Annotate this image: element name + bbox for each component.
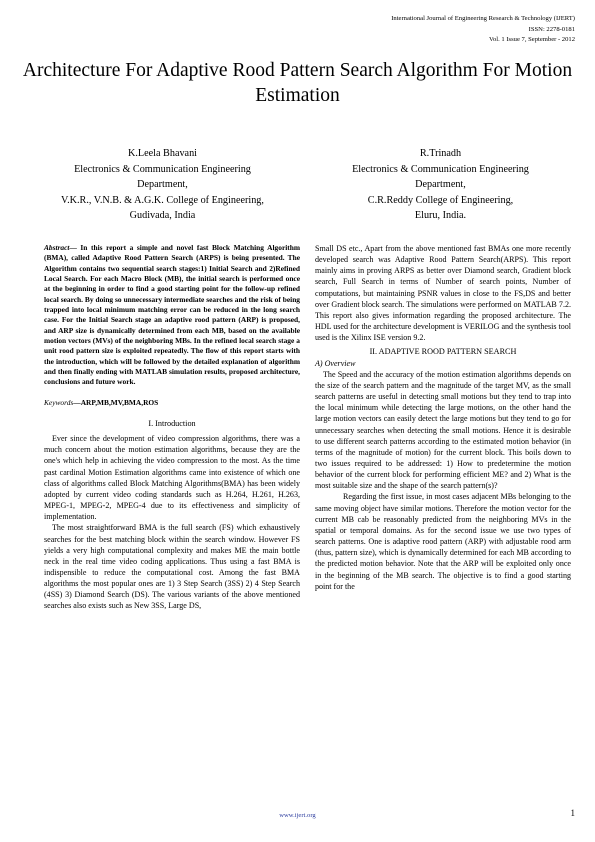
author-block-1 <box>30 146 295 224</box>
author-college: V.K.R., V.N.B. & A.G.K. College of Engineering, <box>61 194 264 206</box>
journal-header <box>391 14 575 46</box>
page-number: 1 <box>570 808 575 818</box>
journal-name: International Journal of Engineering Research & Technology (IJERT) <box>391 15 575 22</box>
intro-paragraph-2: The most straightforward BMA is the full search (FS) which exhaustively searches for the best matching block within the search window. However FS yields a very high computational complexity and makes ME the main bottle neck in the real time video coding applications. Thus using a fast BMA is indispensible to reduce the computational cost. Among the fast BMA algorithms the most popular ones are 1) 3 Step Search (3SS) 2) 4 Step Search (4SS) 3) Diamond Search (DS). The various variants of the above mentioned searches also exists such as New 3SS, Large DS, <box>44 523 300 611</box>
section-heading-introduction: I. Introduction <box>148 418 196 428</box>
author-city: Eluru, India. <box>414 210 467 221</box>
keywords-label: Keywords <box>44 397 74 407</box>
author-name: R.Trinadh <box>419 148 462 159</box>
footer-url: www.ijert.org <box>279 812 316 819</box>
section-heading-arps: II. ADAPTIVE ROOD PATTERN SEARCH <box>369 347 517 357</box>
subsection-heading-overview: A) Overview <box>315 358 356 368</box>
author-dept-2: Department, <box>137 179 188 190</box>
author-college: C.R.Reddy College of Engineering, <box>367 194 514 206</box>
intro-continuation: Small DS etc., Apart from the above mentioned fast BMAs one more recently developed search was Adaptive Rood Pattern Search(ARPS). This report mainly aims in proving ARPS as better over Diamond search, Gradient block search, Full Search in terms of Number of search points, Number of computations, but maintaining PSNR values in close to the FS,DS and better over Gradient block search. The simulations were performed on MATLAB 7.2. This report also gives information regarding the proposed architecture. The HDL used for the architecture development is VERILOG and the synthesis tool used is the Xilinx ISE version 9.2. <box>315 244 571 343</box>
volume-issue: Vol. 1 Issue 7, September - 2012 <box>489 36 575 43</box>
overview-paragraph-2: Regarding the first issue, in most cases adjacent MBs belonging to the same moving object have similar motions. Therefore the motion vector for the current MB cab be reasonably predicted from the neighboring MVs in the spatial or temporal domains. As for the second issue we use two types of search patterns. One is adaptive rood pattern (ARP) with adjustable rood arm (thus, pattern size), which is dynamically determined for each MB according to the predicted motion behavior. Note that the ARP will be exploited only once in the beginning of the MB search. The objective is to find a good starting point for the <box>315 492 571 591</box>
intro-paragraph-1: Ever since the development of video compression algorithms, there was a much concern about the motion estimation algorithms, because they are the one's which help in achieving the video compression to the most. As the time past cardinal Motion Estimation algorithms came into existence of which one class of algorithms called Block Matching Algorithms(BMA) has been widely adopted by current video coding standards such as H.264, H.261, H.263, MPEG-1, MPEG-2, MPEG-4 due to its effectiveness and simplicity of implementation. <box>44 434 300 522</box>
author-block-2 <box>308 146 573 224</box>
author-dept-2: Department, <box>415 179 466 190</box>
author-name: K.Leela Bhavani <box>127 148 198 159</box>
abstract-text: In this report a simple and novel fast Block Matching Algorithm (BMA), called Adaptive Rood Pattern Search (ARPS) is being presented. The Algorithm contains two sequential search stages:1) Initial Search and 2)Refined Local Search. For each Macro Block (MB), the initial search is performed once at the beginning in order to find a good starting point for the follow-up refined local search. By doing so unnecessary intermediate searches and the risk of being trapped into local minimum matching error can be reduced in the long search case. For the Initial Search stage an adaptive rood pattern (ARP) is proposed, and ARP size is dynamically determined from each MB, based on the available motion vectors (MVs) of the neighboring MBs. In the refined local search stage a unit rood pattern size is exploited repeatedly. The flow of this report starts with the introduction, which will be followed by the detailed explanation of algorithm and then finally ending with MATLAB simulation results, proposed architecture, conclusions and future work. <box>44 243 300 387</box>
left-column <box>44 243 300 612</box>
keywords <box>44 397 300 408</box>
author-dept: Electronics & Communication Engineering <box>74 163 251 175</box>
issn: ISSN: 2278-0181 <box>528 25 575 33</box>
abstract <box>44 243 300 388</box>
author-dept: Electronics & Communication Engineering <box>352 163 529 175</box>
abstract-label: Abstract— <box>44 243 77 252</box>
overview-paragraph-1: The Speed and the accuracy of the motion estimation algorithms depends on the size of the search pattern and the magnitude of the target MV, as the small search patterns are useful in detecting small motions but they tend to trap into the local minimum while detecting the large motions, on the other hand the large motion vectors can easily detect the large motions but they tend to go for unnecessary searches when detecting the small motions. Hence it is desirable to use different search patterns according to the estimated motion behavior (in terms of the magnitude of motion) for the current block. This boils down to two issues required to be addressed: 1) How to predetermine the motion behavior of the current block for performing efficient ME? and 2) What is the most suitable size and the shape of the search pattern(s)? <box>315 369 571 491</box>
author-city: Gudivada, India <box>129 210 196 221</box>
paper-title: Architecture For Adaptive Rood Pattern Search Algorithm For Motion Estimation <box>22 60 573 106</box>
right-column <box>315 243 571 592</box>
keywords-text: —ARP,MB,MV,BMA,ROS <box>73 397 159 407</box>
